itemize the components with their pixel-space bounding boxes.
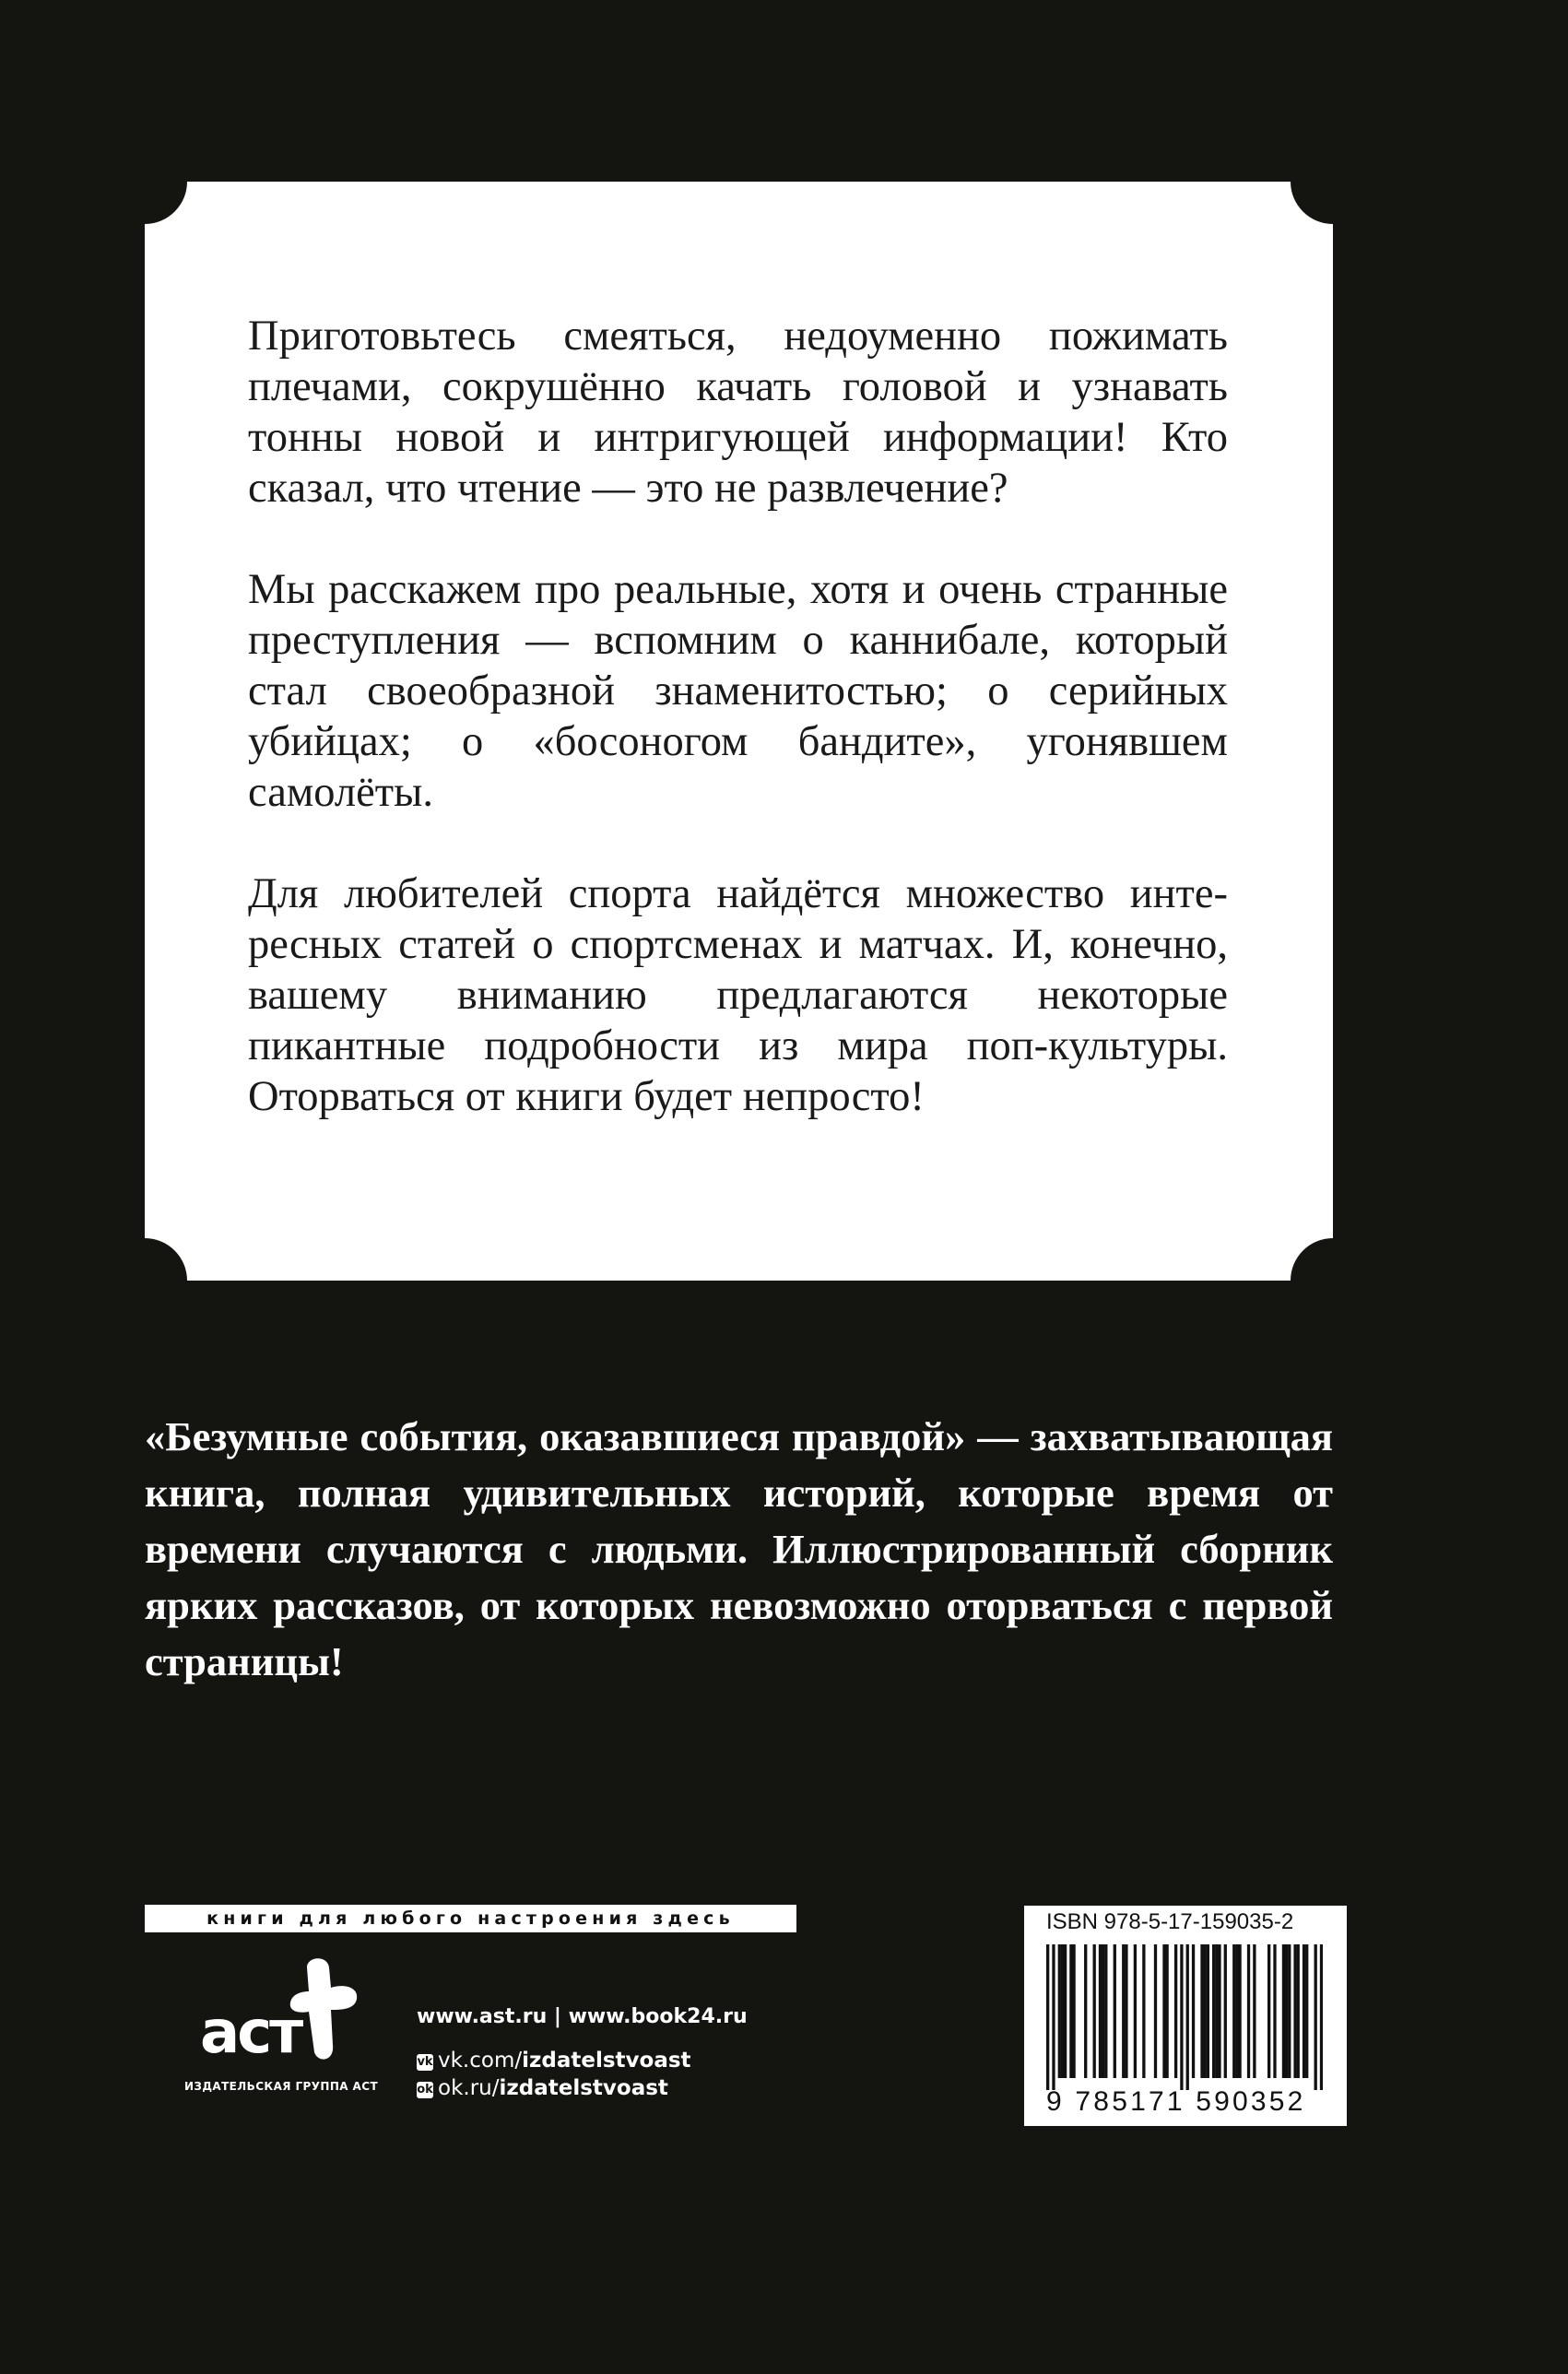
website-links[interactable]: www.ast.ru | www.book24.ru (417, 2005, 748, 2028)
logo-wordmark: аст (200, 1999, 301, 2067)
barcode-bar (1215, 1944, 1218, 2078)
barcode-bar (1303, 1944, 1305, 2078)
social-links (417, 2047, 748, 2102)
barcode-bar (1174, 1944, 1177, 2078)
isbn-digits: 9 785171 590352 (1046, 2086, 1306, 2117)
barcode-bar (1142, 1944, 1145, 2078)
social-prefix: ok.ru/ (438, 2076, 500, 2100)
description-paragraph-3: Для любителей спорта найдётся множество интересных статей о спортсменах и матчах. И, конечно, вашему вниманию предлагаются некоторые пикантные подробности из мира поп-культуры. Оторваться от книги будет непросто! (248, 870, 1228, 1120)
barcode-bar (1200, 1944, 1203, 2078)
barcode-bar (1072, 1944, 1075, 2078)
barcode-bar (1282, 1944, 1285, 2078)
barcode-bar (1315, 1944, 1317, 2090)
barcode-bar (1162, 1944, 1165, 2078)
barcode-bar (1084, 1944, 1087, 2078)
barcode-bar (1320, 1944, 1323, 2090)
description-paragraph-2: Мы расскажем про реальные, хотя и очень странные преступления — вспомним о каннибале, который стал своеобразной знаменитостью; о серийных убийцах; о «босоногом бандите», угонявшем самолёты. (248, 566, 1228, 816)
ast-logo-icon (189, 1949, 373, 2078)
description-text (248, 311, 1228, 1173)
barcode-bar (1046, 1944, 1049, 2090)
social-handle: izdatelstvoast (499, 2076, 668, 2100)
barcode-bar (1207, 1944, 1209, 2078)
publisher-tagline: книги для любого настроения здесь (145, 1905, 796, 1932)
description-paragraph-1: Приготовьтесь смеяться, недоуменно пожимать плечами, сокрушённо качать головой и узнавать тонны новой и интригующей информации! Кто сказал, что чтение — это не развлечение? (248, 313, 1228, 512)
barcode-bar (1069, 1944, 1072, 2078)
barcode-bar (1114, 1944, 1116, 2078)
isbn-label: ISBN 978-5-17-159035-2 (1046, 1909, 1294, 1934)
barcode-bar (1165, 1944, 1168, 2078)
barcode-bar (1293, 1944, 1296, 2078)
barcode-bar (1218, 1944, 1220, 2078)
barcode-bar (1064, 1944, 1067, 2078)
barcode-bar (1093, 1944, 1096, 2078)
barcode-bar (1180, 1944, 1183, 2090)
barcode-bar (1232, 1944, 1235, 2078)
panel-corner-notch (102, 139, 187, 224)
barcode-bar (1247, 1944, 1250, 2078)
barcode-bar (1267, 1944, 1270, 2078)
logo-caption: ИЗДАТЕЛЬСКАЯ ГРУППА АСТ (183, 2080, 379, 2093)
social-link-vk[interactable] (417, 2047, 748, 2074)
barcode-bar (1253, 1944, 1256, 2078)
barcode-bar (1099, 1944, 1102, 2078)
barcode-bar (1224, 1944, 1227, 2078)
barcode-bar (1273, 1944, 1276, 2078)
barcode-bar (1288, 1944, 1291, 2078)
barcode-bar (1134, 1944, 1137, 2078)
barcode-bar (1058, 1944, 1061, 2078)
isbn-box (1024, 1906, 1347, 2126)
barcode-bar (1052, 1944, 1055, 2090)
barcode-bar (1297, 1944, 1300, 2078)
panel-corner-notch (1291, 139, 1375, 224)
barcode-bar (1154, 1944, 1157, 2078)
barcode-bar (1104, 1944, 1107, 2078)
book-blurb: «Безумные события, оказавшиеся правдой» — захватывающая книга, полная удивительных историй, которые время от времени случаются с людьми. Иллюстрированный сборник ярких рассказов, от которых невозможно оторваться с первой страницы! (145, 1413, 1333, 1684)
barcode-bar (1186, 1944, 1189, 2090)
barcode-bar (1285, 1944, 1288, 2078)
barcode-bar (1061, 1944, 1064, 2078)
barcode-bar (1212, 1944, 1215, 2078)
panel-corner-notch (1291, 1238, 1375, 1323)
barcode-bar (1204, 1944, 1207, 2078)
publisher-logo (175, 1949, 387, 2106)
barcode (1046, 1944, 1323, 2090)
barcode-bar (1238, 1944, 1241, 2078)
publisher-links (417, 2005, 748, 2102)
barcode-bar (1192, 1944, 1195, 2078)
barcode-bar (1125, 1944, 1127, 2078)
panel-corner-notch (102, 1238, 187, 1323)
barcode-bar (1305, 1944, 1308, 2078)
ok-icon: ok (417, 2083, 433, 2096)
social-prefix: vk.com/ (438, 2049, 523, 2073)
social-link-ok[interactable] (417, 2074, 748, 2102)
vk-icon: vk (417, 2055, 433, 2069)
barcode-bar (1102, 1944, 1104, 2078)
social-handle: izdatelstvoast (522, 2049, 691, 2073)
barcode-bar (1122, 1944, 1125, 2078)
description-panel (145, 182, 1333, 1281)
barcode-bar (1235, 1944, 1238, 2078)
